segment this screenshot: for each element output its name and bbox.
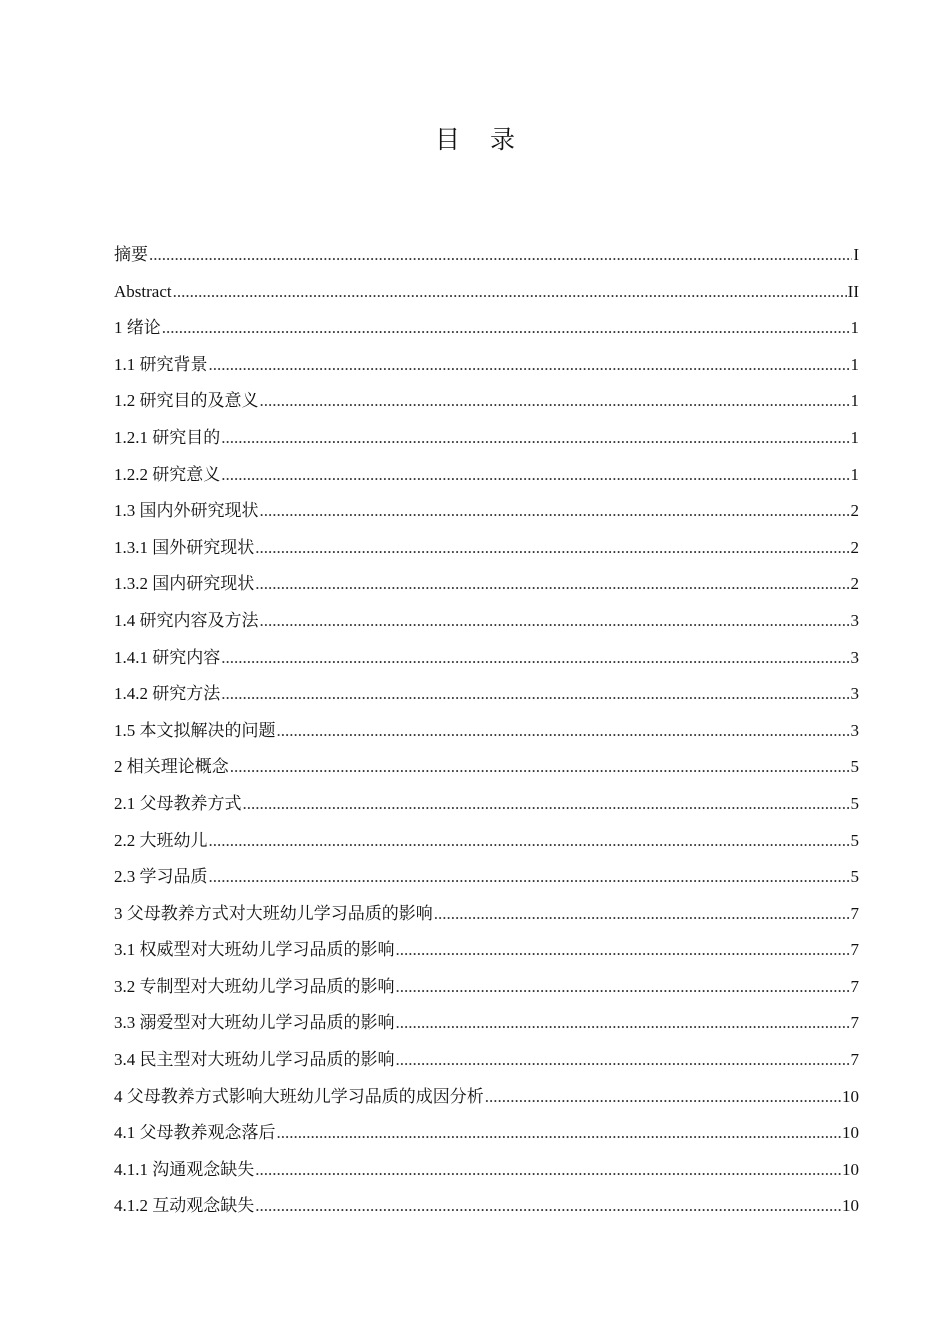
toc-dot-leader — [162, 310, 850, 347]
toc-entry-label: 4.1.1 沟通观念缺失 — [114, 1159, 255, 1179]
toc-entry[interactable] — [114, 1188, 859, 1225]
toc-entry-label: 2.3 学习品质 — [114, 867, 208, 887]
toc-entry-page-number: 1 — [850, 427, 859, 447]
toc-dot-leader — [396, 1005, 850, 1042]
toc-entry-label: 1.5 本文拟解决的问题 — [114, 720, 276, 740]
toc-entry-label: 2.1 父母教养方式 — [114, 793, 242, 813]
toc-entry-label: Abstract — [114, 281, 172, 301]
toc-entry[interactable] — [114, 1042, 859, 1079]
toc-entry-page-number: 5 — [850, 757, 859, 777]
toc-dot-leader — [221, 420, 849, 457]
toc-entry[interactable] — [114, 969, 859, 1006]
toc-entry-page-number: 7 — [850, 976, 859, 996]
toc-entry-label: 1.3.2 国内研究现状 — [114, 574, 255, 594]
toc-entry[interactable] — [114, 530, 859, 567]
toc-entry[interactable] — [114, 603, 859, 640]
toc-entry[interactable] — [114, 1079, 859, 1116]
toc-dot-leader — [221, 676, 849, 713]
toc-entry-label: 1.2.2 研究意义 — [114, 464, 221, 484]
toc-entry-label: 1.3 国内外研究现状 — [114, 501, 259, 521]
toc-entry[interactable] — [114, 859, 859, 896]
toc-dot-leader — [255, 566, 849, 603]
toc-dot-leader — [260, 383, 850, 420]
toc-dot-leader — [149, 237, 852, 274]
toc-dot-leader — [260, 603, 850, 640]
toc-dot-leader — [221, 457, 849, 494]
toc-entry-page-number: 3 — [850, 720, 859, 740]
toc-entry[interactable] — [114, 237, 859, 274]
toc-dot-leader — [230, 749, 850, 786]
toc-entry[interactable] — [114, 713, 859, 750]
toc-title: 目录 — [434, 125, 545, 154]
toc-entry-page-number: 7 — [850, 1050, 859, 1070]
toc-dot-leader — [209, 859, 850, 896]
toc-entry[interactable] — [114, 420, 859, 457]
toc-dot-leader — [173, 274, 847, 311]
toc-entry[interactable] — [114, 1115, 859, 1152]
toc-entry-label: 1.4.1 研究内容 — [114, 647, 221, 667]
toc-dot-leader — [485, 1079, 841, 1116]
toc-entry[interactable] — [114, 566, 859, 603]
toc-dot-leader — [396, 1042, 850, 1079]
toc-entry-label: 1.2 研究目的及意义 — [114, 391, 259, 411]
toc-entry-page-number: 7 — [850, 903, 859, 923]
toc-entry[interactable] — [114, 383, 859, 420]
toc-entry-page-number: II — [847, 281, 859, 301]
toc-entry[interactable] — [114, 786, 859, 823]
toc-entry[interactable] — [114, 347, 859, 384]
toc-entry-page-number: 2 — [850, 574, 859, 594]
toc-entry-label: 3 父母教养方式对大班幼儿学习品质的影响 — [114, 903, 433, 923]
toc-entry[interactable] — [114, 896, 859, 933]
toc-entry-label: 1 绪论 — [114, 318, 161, 338]
toc-entry[interactable] — [114, 676, 859, 713]
toc-entry-page-number: 10 — [842, 1123, 859, 1143]
toc-entry-page-number: 10 — [842, 1196, 859, 1216]
toc-entry-label: 4 父母教养方式影响大班幼儿学习品质的成因分析 — [114, 1086, 484, 1106]
toc-entry-page-number: 1 — [850, 391, 859, 411]
toc-entry-label: 1.2.1 研究目的 — [114, 427, 221, 447]
toc-dot-leader — [277, 1115, 842, 1152]
table-of-contents — [114, 237, 859, 1225]
toc-dot-leader — [221, 640, 849, 677]
toc-entry-label: 1.4 研究内容及方法 — [114, 610, 259, 630]
toc-entry[interactable] — [114, 1152, 859, 1189]
toc-entry[interactable] — [114, 457, 859, 494]
toc-entry-page-number: 7 — [850, 940, 859, 960]
toc-entry[interactable] — [114, 823, 859, 860]
toc-entry-label: 2.2 大班幼儿 — [114, 830, 208, 850]
toc-entry-page-number: 3 — [850, 684, 859, 704]
toc-dot-leader — [277, 713, 850, 750]
toc-entry-page-number: 10 — [842, 1086, 859, 1106]
toc-entry-label: 4.1 父母教养观念落后 — [114, 1123, 276, 1143]
toc-dot-leader — [243, 786, 850, 823]
toc-entry-label: 2 相关理论概念 — [114, 757, 229, 777]
toc-dot-leader — [434, 896, 850, 933]
toc-entry-label: 3.4 民主型对大班幼儿学习品质的影响 — [114, 1050, 395, 1070]
toc-entry[interactable] — [114, 310, 859, 347]
toc-entry-page-number: 5 — [850, 867, 859, 887]
toc-entry-page-number: 1 — [850, 318, 859, 338]
toc-entry-page-number: 2 — [850, 537, 859, 557]
toc-entry-page-number: 2 — [850, 501, 859, 521]
toc-entry-page-number: I — [853, 245, 859, 264]
toc-entry-page-number: 3 — [850, 647, 859, 667]
toc-entry[interactable] — [114, 274, 859, 311]
toc-entry-label: 4.1.2 互动观念缺失 — [114, 1196, 255, 1216]
toc-entry[interactable] — [114, 493, 859, 530]
toc-entry-label: 3.1 权威型对大班幼儿学习品质的影响 — [114, 940, 395, 960]
toc-dot-leader — [255, 1152, 841, 1189]
toc-dot-leader — [255, 530, 849, 567]
toc-entry-label: 1.1 研究背景 — [114, 354, 208, 374]
toc-entry-page-number: 5 — [850, 830, 859, 850]
toc-entry[interactable] — [114, 932, 859, 969]
toc-entry-page-number: 1 — [850, 354, 859, 374]
toc-entry-page-number: 1 — [850, 464, 859, 484]
toc-entry-page-number: 10 — [842, 1159, 859, 1179]
toc-entry[interactable] — [114, 749, 859, 786]
toc-dot-leader — [209, 347, 850, 384]
toc-entry-label: 摘要 — [114, 245, 148, 264]
toc-dot-leader — [260, 493, 850, 530]
toc-entry-label: 3.2 专制型对大班幼儿学习品质的影响 — [114, 976, 395, 996]
toc-dot-leader — [255, 1188, 841, 1225]
toc-dot-leader — [396, 969, 850, 1006]
toc-entry-label: 3.3 溺爱型对大班幼儿学习品质的影响 — [114, 1013, 395, 1033]
toc-entry-page-number: 7 — [850, 1013, 859, 1033]
toc-dot-leader — [396, 932, 850, 969]
toc-entry-page-number: 5 — [850, 793, 859, 813]
toc-entry[interactable] — [114, 640, 859, 677]
toc-entry-label: 1.3.1 国外研究现状 — [114, 537, 255, 557]
toc-entry-label: 1.4.2 研究方法 — [114, 684, 221, 704]
toc-entry-page-number: 3 — [850, 610, 859, 630]
toc-dot-leader — [209, 823, 850, 860]
toc-entry[interactable] — [114, 1005, 859, 1042]
